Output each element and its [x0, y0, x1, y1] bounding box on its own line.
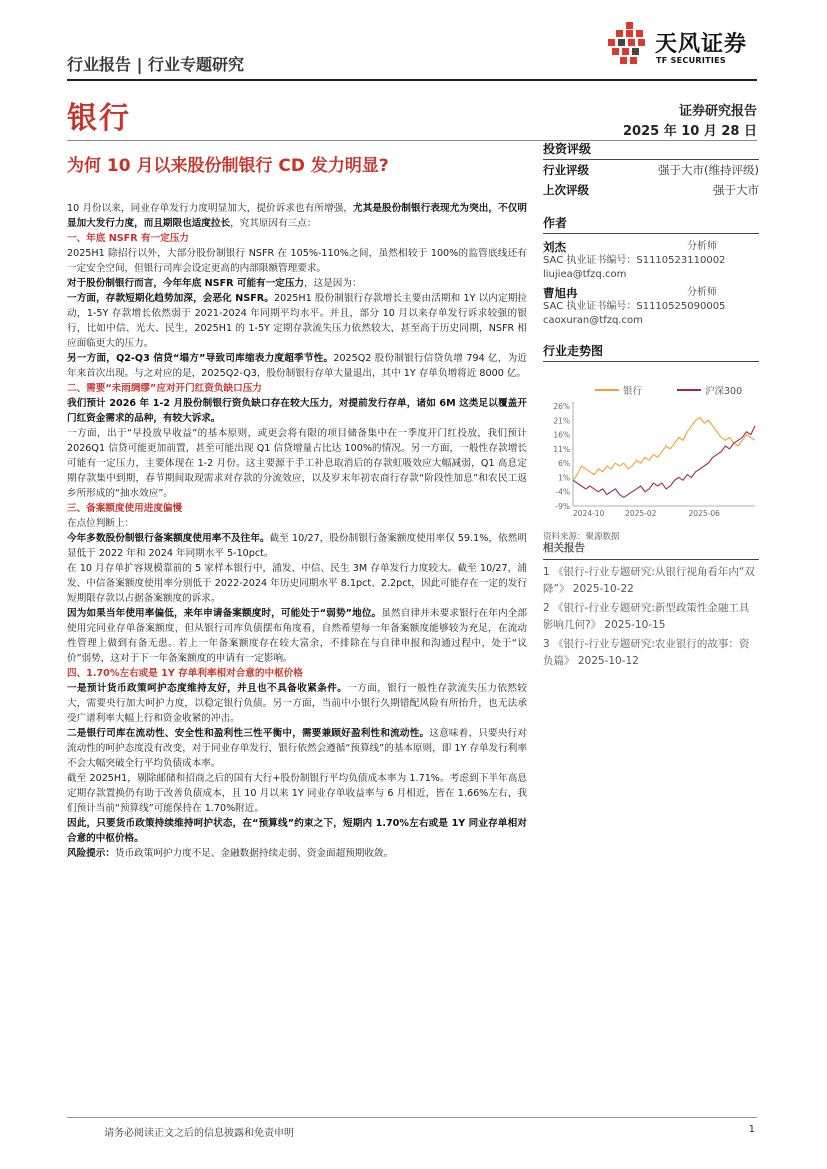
- author-email[interactable]: liujiea@tfzq.com: [543, 269, 627, 280]
- footer-disclaimer: 请务必阅读正文之后的信息披露和免责申明: [104, 1128, 294, 1139]
- paragraph: 今年多数股份制银行备案额度使用率不及往年。截至 10/27，股份制银行备案额度使用率仅 59.1%，依然明显低于 2022 年和 2024 年同期水平 5-10pct。: [67, 533, 527, 559]
- logo-text-cn: 天风证券: [655, 32, 748, 57]
- report-type: 证券研究报告: [678, 104, 757, 119]
- y-tick-label: -9%: [555, 502, 570, 511]
- series-line: [573, 417, 755, 480]
- paragraph: 截至 2025H1，剔除邮储和招商之后的国有大行+股份制银行平均负债成本率为 1.71%。考虑到下半年高息定期存款置换仍有助于改善负债成本，且 10 月以来 1Y 同业存单收益率与 6 月相近，皆在 1.66%左右，我们预计当前“预算线”可能保持在 1.70%附近。: [67, 773, 527, 814]
- paragraph: 在 10 月存单扩容规模靠前的 5 家样本银行中，浦发、中信、民生 3M 存单发行力度较大。截至 10/27，浦发、中信备案额度使用率分别低于 2022-2024 年历史同期水平 8.1pct、2.2pct，因此可能存在一定的发行短期限存款以占据备案额度的诉求。: [67, 563, 527, 604]
- legend-label: 沪深300: [705, 386, 743, 397]
- report-category: 行业报告 | 行业专题研究: [67, 55, 244, 74]
- trend-header: 行业走势图: [543, 342, 759, 362]
- related-report-link[interactable]: 2 《银行-行业专题研究:新型政策性金融工具影响几何?》 2025-10-15: [543, 602, 750, 631]
- report-date: 2025 年 10 月 28 日: [623, 124, 757, 139]
- y-tick-label: 11%: [553, 444, 570, 454]
- footer-divider: [67, 1117, 757, 1118]
- section-heading-2: 二、需要“未雨绸缪”应对开门红资负缺口压力: [67, 383, 262, 394]
- author-card: 曹旭冉 分析师 SAC 执业证书编号：S1110525090005 caoxuran@tfzq.com: [543, 286, 759, 328]
- paragraph: 另一方面，Q2-Q3 信贷“塌方”导致司库缩表力度超季节性。2025Q2 股份制银行信贷负增 794 亿，为近年来首次出现。与之对应的是，2025Q2-Q3，股份制银行存单大量退出，其中 1Y 存单负增将近 8000 亿。: [67, 353, 528, 379]
- trend-chart: [543, 366, 759, 526]
- chart-source: 资料来源：聚源数据: [543, 532, 620, 542]
- paragraph: 二是银行司库在流动性、安全性和盈利性三性平衡中，需要兼顾好盈利性和流动性。这意味着，只要央行对流动性的呵护态度没有改变，对于同业存单发行，银行依然会遵循“预算线”的基本原则，即 1Y 存单发行利率不会大幅突破全行平均负债成本率。: [67, 728, 528, 769]
- report-title: 为何 10 月以来股份制银行 CD 发力明显?: [67, 156, 389, 176]
- y-tick-label: 1%: [558, 473, 570, 483]
- y-tick-label: 21%: [553, 416, 570, 426]
- authors-panel: [543, 214, 759, 328]
- paragraph: 因为如果当年使用率偏低，来年申请备案额度时，可能处于“弱势”地位。虽然自律并未要求银行在年内全部使用完同业存单备案额度，但从银行司库负债摆布角度看，自然希望每一年备案额度能够较为充足，在流动性管理上做到有备无患。若上一年备案额度存在较大富余，不排除在与自律申报和沟通过程中，处于“议价”弱势，这对于下一年备案额度的申请有一定影响。: [67, 608, 527, 664]
- paragraph: 在点位判断上：: [67, 518, 135, 529]
- y-tick-label: 6%: [558, 459, 570, 469]
- author-card: 刘杰 分析师 SAC 执业证书编号：S1110523110002 liujiea@tfzq.com: [543, 240, 759, 282]
- industry-rating-row: 行业评级 强于大市(维持评级): [543, 163, 759, 177]
- paragraph: 对于股份制银行而言，今年年底 NSFR 可能有一定压力，这是因为：: [67, 278, 362, 289]
- trend-panel: [543, 342, 759, 542]
- x-tick-label: 2025-02: [625, 509, 657, 518]
- section-heading-1: 一、年底 NSFR 有一定压力: [67, 233, 189, 244]
- series-line: [573, 426, 755, 497]
- y-tick-label: 16%: [553, 430, 570, 440]
- paragraph: 一是预计货币政策呵护态度维持友好，并且也不具备收紧条件。一方面，银行一般性存款流失压力依然较大，需要央行加大呵护力度，以稳定银行负债。另一方面，当前中小银行久期错配风险有所抬升，也无法承受广谱利率大幅上行和资金收紧的冲击。: [67, 683, 528, 724]
- industry-name: 银行: [67, 101, 131, 136]
- legend-label: 银行: [623, 386, 643, 397]
- paragraph: 我们预计 2026 年 1-2 月股份制银行资负缺口存在较大压力，对提前发行存单，诸如 6M 这类足以覆盖开门红资金需求的品种，有较大诉求。: [67, 398, 527, 424]
- paragraph: 一方面，存款短期化趋势加深，会恶化 NSFR。2025H1 股份制银行存款增长主要由活期和 1Y 以内定期拉动，1-5Y 存款增长依然弱于 2021-2024 年同期平均水平。并且，部分 10 月以来存单发行诉求较强的银行，比如中信、光大、民生，2025H1 的 1-5Y 定期存款流失压力依然较大，甚至高于历史同期，NSFR 相应面临更大的压力。: [67, 293, 527, 349]
- paragraph: 2025H1 除招行以外，大部分股份制银行 NSFR 在 105%-110%之间，虽然相较于 100%的监管底线还有一定安全空间，但银行司库会设定更高的内部限额管理要求。: [67, 248, 527, 274]
- rating-panel: [543, 140, 759, 200]
- last-rating-row: 上次评级 强于大市: [543, 183, 759, 197]
- header-divider: [67, 79, 757, 81]
- report-body: [67, 201, 527, 861]
- y-tick-label: 26%: [553, 402, 570, 411]
- rating-header: 投资评级: [543, 140, 759, 160]
- section-heading-4: 四、1.70%左右或是 1Y 存单利率相对合意的中枢价格: [67, 668, 303, 679]
- risk-warning: 风险提示：货币政策呵护力度不足、金融数据持续走弱、资金面超预期收敛。: [67, 848, 394, 859]
- y-tick-label: -4%: [555, 487, 570, 497]
- paragraph: 因此，只要货币政策持续维持呵护状态，在“预算线”约束之下，短期内 1.70%左右或是 1Y 同业存单相对合意的中枢价格。: [67, 818, 527, 844]
- paragraph: 10 月份以来，同业存单发行力度明显加大，提价诉求也有所增强，尤其是股份制银行表现尤为突出，不仅明显加大发行力度，而且期限也适度拉长，究其原因有三点：: [67, 203, 527, 229]
- related-reports-panel: [543, 540, 759, 672]
- company-logo: [606, 22, 758, 72]
- x-tick-label: 2024-10: [573, 509, 605, 518]
- section-heading-3: 三、备案额度使用进度偏慢: [67, 503, 183, 514]
- x-tick-label: 2025-06: [688, 509, 720, 518]
- paragraph: 一方面，出于“早投放早收益”的基本原则，或更会将有限的项目储备集中在一季度开门红投放，我们预计 2026Q1 信贷可能更加前置，甚至可能出现 Q1 信贷增量占比达 100%的情况。另一方面，一般性存款增长可能有一定压力，主要体现在 1-2 月份。这主要源于手工补息取消后的存款虹吸效应大幅减弱，Q1 高息定期存款集中到期，春节期间取现需求对存款的分流效应，以及岁末年初农商行存款“阶段性加息”和农民工返乡所形成的“抽水效应”。: [67, 428, 527, 499]
- page-number: 1: [748, 1124, 755, 1135]
- authors-header: 作者: [543, 214, 759, 234]
- author-email[interactable]: caoxuran@tfzq.com: [543, 315, 643, 326]
- logo-mark-icon: [606, 22, 652, 70]
- related-report-link[interactable]: 3 《银行-行业专题研究:农业银行的故事：资负篇》 2025-10-12: [543, 638, 750, 667]
- related-header: 相关报告: [543, 540, 759, 560]
- logo-text-en: TF SECURITIES: [656, 56, 726, 65]
- related-report-link[interactable]: 1 《银行-行业专题研究:从银行视角看年内“双降”》 2025-10-22: [543, 566, 755, 595]
